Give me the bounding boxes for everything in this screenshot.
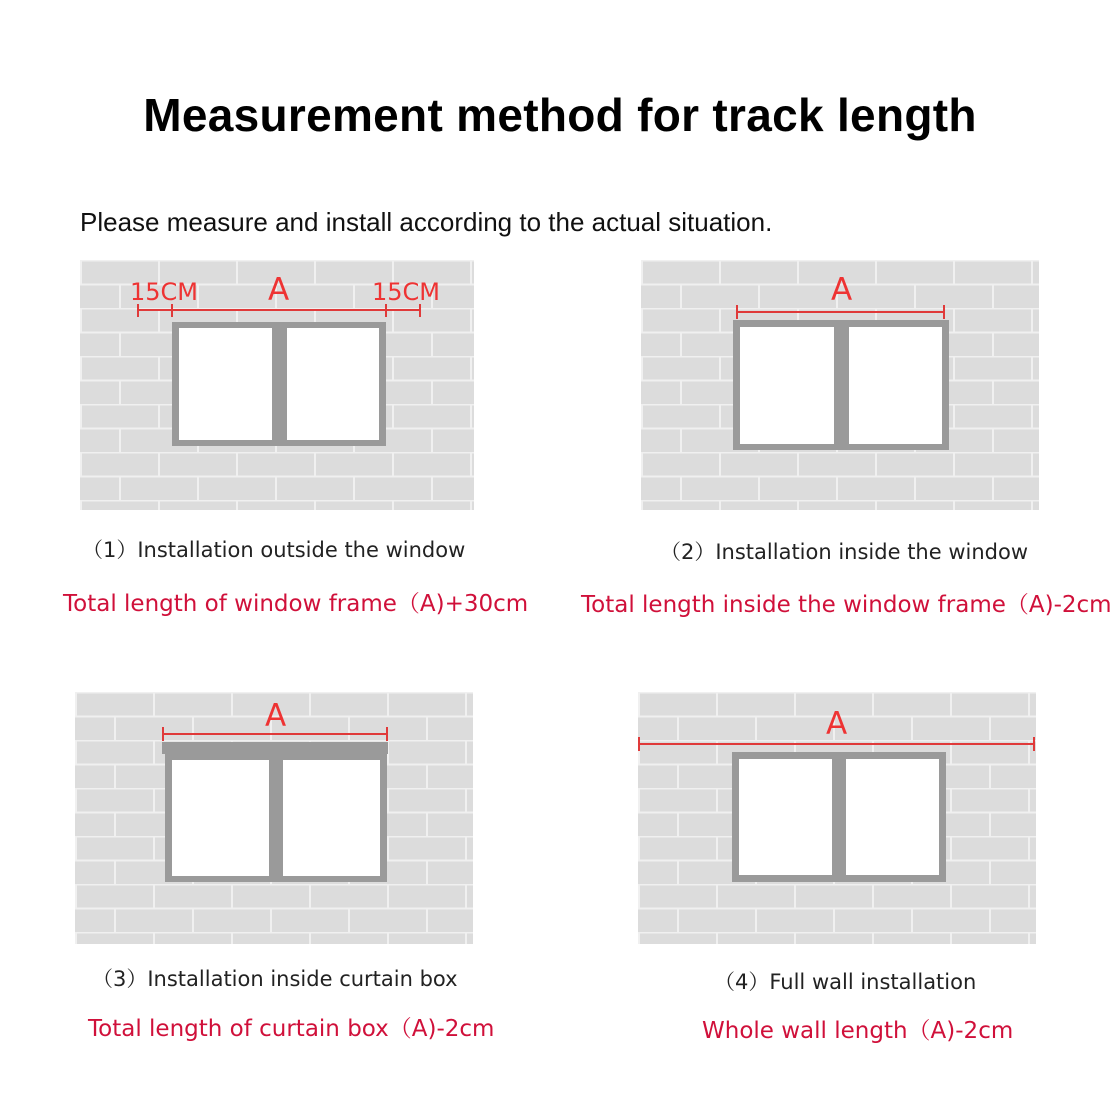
label-right-15cm: 15CM [372,278,441,306]
window-frame [732,752,946,882]
label-a: A [265,698,287,734]
window-frame [172,322,386,446]
caption-1: （1）Installation outside the window [82,538,466,562]
formula-2: Total length inside the window frame（A)-2cm [581,592,1112,618]
diagram-inside-window [641,260,1039,510]
diagram-outside-window [80,260,474,510]
window-frame [733,320,949,450]
caption-3: （3）Installation inside curtain box [92,967,458,991]
label-a: A [268,272,290,308]
curtain-box [162,742,388,754]
label-a: A [831,272,853,308]
window-frame [165,754,387,882]
formula-3: Total length of curtain box（A)-2cm [88,1016,495,1042]
formula-1: Total length of window frame（A)+30cm [63,591,529,617]
page-subtitle: Please measure and install according to the actual situation. [80,207,773,237]
diagram-curtain-box [75,692,473,944]
caption-4: （4）Full wall installation [714,970,977,994]
label-a: A [826,706,848,742]
label-left-15cm: 15CM [130,278,199,306]
diagram-full-wall [638,692,1036,944]
formula-4: Whole wall length（A)-2cm [702,1018,1014,1044]
page-title: Measurement method for track length [143,89,977,141]
caption-2: （2）Installation inside the window [660,540,1029,564]
